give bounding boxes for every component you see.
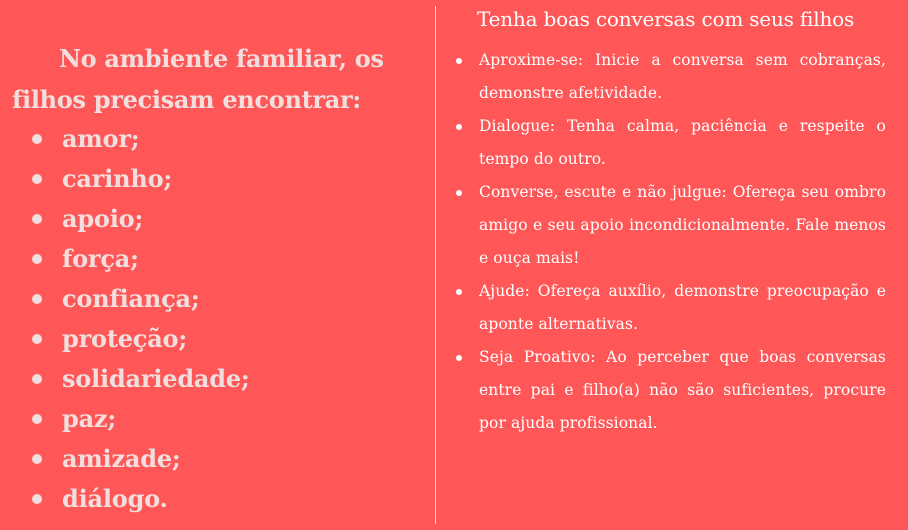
bullet-icon [32, 494, 42, 504]
list-item [12, 359, 422, 399]
bullet-icon [456, 289, 462, 295]
bullet-icon [32, 414, 42, 424]
list-item-text: Ajude: Ofereça auxílio, demonstre preocupação e aponte alternativas. [479, 282, 886, 333]
bullet-icon [456, 124, 462, 130]
list-item [12, 479, 422, 519]
bullet-icon [456, 190, 462, 196]
list-item [456, 44, 886, 110]
list-item-text: apoio; [62, 204, 144, 233]
family-needs-panel [12, 38, 422, 519]
conversation-tips-panel [456, 4, 886, 440]
list-item [12, 199, 422, 239]
conversation-tips-title: Tenha boas conversas com seus filhos [477, 7, 855, 31]
bullet-icon [32, 254, 42, 264]
list-item [12, 399, 422, 439]
list-item-text: confiança; [62, 284, 200, 313]
list-item [12, 119, 422, 159]
bullet-icon [32, 214, 42, 224]
bullet-icon [32, 134, 42, 144]
column-divider [435, 6, 436, 524]
list-item-text: solidariedade; [62, 364, 250, 393]
list-item-text: amor; [62, 124, 140, 153]
list-item-text: Dialogue: Tenha calma, paciência e respeite o tempo do outro. [479, 117, 886, 168]
conversation-tips-list [456, 44, 886, 440]
bullet-icon [456, 58, 462, 64]
list-item [456, 176, 886, 275]
list-item-text: Converse, escute e não julgue: Ofereça seu ombro amigo e seu apoio incondicionalmente. Fale menos e ouça mais! [479, 183, 886, 267]
list-item [456, 110, 886, 176]
list-item-text: diálogo. [62, 484, 168, 513]
list-item-text: carinho; [62, 164, 173, 193]
list-item-text: força; [62, 244, 139, 273]
bullet-icon [32, 294, 42, 304]
bullet-icon [32, 174, 42, 184]
list-item-text: Aproxime-se: Inicie a conversa sem cobranças, demonstre afetividade. [479, 51, 886, 102]
list-item [12, 439, 422, 479]
list-item [12, 239, 422, 279]
bullet-icon [32, 334, 42, 344]
family-needs-list [12, 119, 422, 519]
bullet-icon [456, 355, 462, 361]
list-item [456, 275, 886, 341]
list-item [12, 159, 422, 199]
list-item-text: proteção; [62, 324, 188, 353]
list-item [456, 341, 886, 440]
list-item [12, 279, 422, 319]
list-item-text: paz; [62, 404, 117, 433]
list-item [12, 319, 422, 359]
bullet-icon [32, 374, 42, 384]
bullet-icon [32, 454, 42, 464]
list-item-text: Seja Proativo: Ao perceber que boas conversas entre pai e filho(a) não são suficientes, procure por ajuda profissional. [479, 348, 886, 432]
family-needs-intro: No ambiente familiar, os filhos precisam encontrar: [12, 44, 384, 114]
list-item-text: amizade; [62, 444, 181, 473]
